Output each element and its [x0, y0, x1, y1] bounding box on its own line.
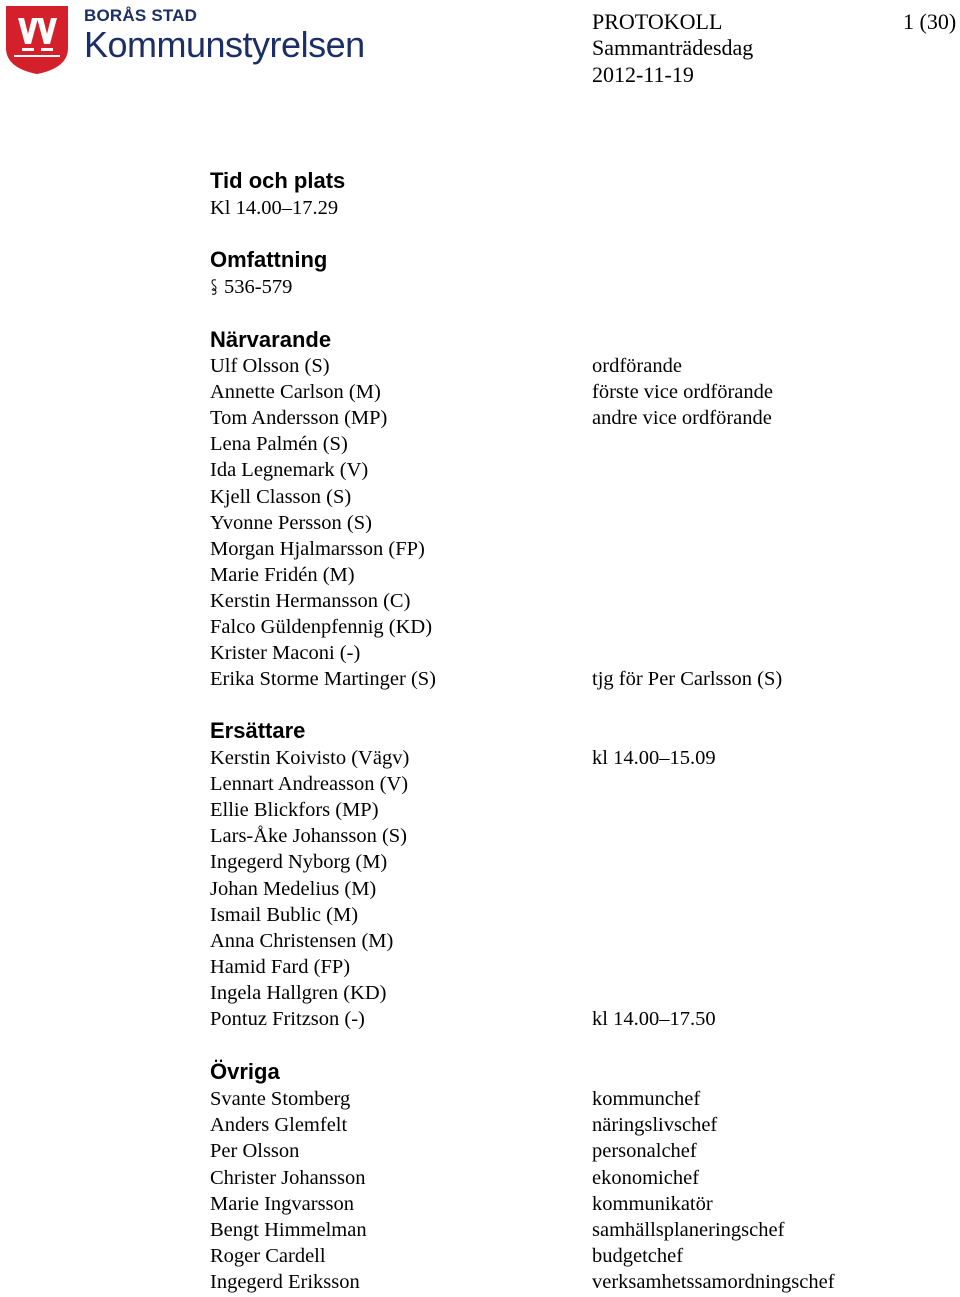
attendee-name: Anna Christensen (M) — [210, 929, 394, 952]
attendee-role: samhällsplaneringschef — [592, 1219, 785, 1241]
section-title-narvarande: Närvarande — [210, 327, 332, 352]
attendee-name: Krister Maconi (-) — [210, 642, 361, 665]
omfattning-line — [210, 274, 292, 300]
attendee-name: Falco Güldenpfennig (KD) — [210, 616, 433, 638]
attendee-role: ordförande — [592, 355, 682, 377]
attendee-role: kl 14.00–15.09 — [592, 747, 716, 769]
attendee-role: förste vice ordförande — [592, 381, 773, 404]
omfattning-value: 536-579 — [224, 276, 293, 298]
paragraph-sign-icon — [210, 278, 218, 296]
attendee-name: Hamid Fard (FP) — [210, 955, 351, 978]
attendee-name: Ingegerd Eriksson — [210, 1271, 360, 1294]
meeting-day-label: Sammanträdesdag — [592, 35, 754, 60]
attendee-name: Pontuz Fritzson (-) — [210, 1008, 365, 1030]
attendee-role: tjg för Per Carlsson (S) — [592, 668, 783, 691]
attendee-name: Erika Storme Martinger (S) — [210, 668, 437, 691]
section-title-ovriga: Övriga — [210, 1059, 280, 1084]
attendee-name: Yvonne Persson (S) — [210, 511, 372, 534]
attendee-name: Ismail Bublic (M) — [210, 903, 359, 926]
attendee-role: näringslivschef — [592, 1114, 718, 1137]
attendee-name: Ingela Hallgren (KD) — [210, 981, 387, 1004]
attendee-role: kommunikatör — [592, 1192, 713, 1215]
attendee-name: Annette Carlson (M) — [210, 381, 381, 404]
org-name: Kommunstyrelsen — [84, 24, 365, 65]
attendee-name: Lena Palmén (S) — [210, 433, 348, 456]
tid-value: Kl 14.00–17.29 — [210, 197, 339, 219]
attendee-name: Roger Cardell — [210, 1245, 326, 1268]
attendee-name: Ida Legnemark (V) — [210, 459, 369, 482]
borås-coat-of-arms-icon — [4, 4, 70, 76]
attendee-name: Ulf Olsson (S) — [210, 355, 330, 377]
attendee-name: Marie Fridén (M) — [210, 563, 355, 586]
attendee-name: Per Olsson — [210, 1140, 300, 1163]
attendee-name: Johan Medelius (M) — [210, 877, 377, 900]
section-title-tid: Tid och plats — [210, 168, 346, 193]
attendee-role: verksamhetssamordningschef — [592, 1271, 835, 1294]
attendee-name: Kerstin Koivisto (Vägv) — [210, 747, 410, 769]
attendee-role: ekonomichef — [592, 1166, 700, 1189]
page-indicator: 1 (30) — [903, 9, 957, 34]
attendee-name: Ingegerd Nyborg (M) — [210, 851, 388, 874]
document-type: PROTOKOLL — [592, 9, 723, 34]
attendee-name: Kjell Classon (S) — [210, 485, 352, 508]
attendee-role: andre vice ordförande — [592, 407, 772, 430]
attendee-name: Lennart Andreasson (V) — [210, 773, 409, 796]
city-name: BORÅS STAD — [84, 6, 198, 25]
attendee-name: Lars-Åke Johansson (S) — [210, 825, 407, 848]
attendee-role: kl 14.00–17.50 — [592, 1008, 716, 1030]
attendee-role: budgetchef — [592, 1245, 684, 1268]
attendee-name: Tom Andersson (MP) — [210, 407, 388, 430]
attendee-name: Ellie Blickfors (MP) — [210, 799, 379, 822]
attendee-name: Svante Stomberg — [210, 1088, 351, 1110]
attendee-role: personalchef — [592, 1140, 697, 1163]
attendee-name: Kerstin Hermansson (C) — [210, 589, 411, 612]
section-title-ersattare: Ersättare — [210, 718, 306, 743]
attendee-name: Marie Ingvarsson — [210, 1192, 355, 1215]
attendee-name: Morgan Hjalmarsson (FP) — [210, 537, 425, 560]
attendee-name: Bengt Himmelman — [210, 1219, 367, 1241]
attendee-role: kommunchef — [592, 1088, 701, 1110]
attendee-name: Anders Glemfelt — [210, 1114, 348, 1137]
section-title-omfattning: Omfattning — [210, 247, 328, 272]
meeting-date: 2012-11-19 — [592, 62, 694, 87]
attendee-name: Christer Johansson — [210, 1166, 366, 1189]
borås-stad-logo — [4, 4, 365, 76]
